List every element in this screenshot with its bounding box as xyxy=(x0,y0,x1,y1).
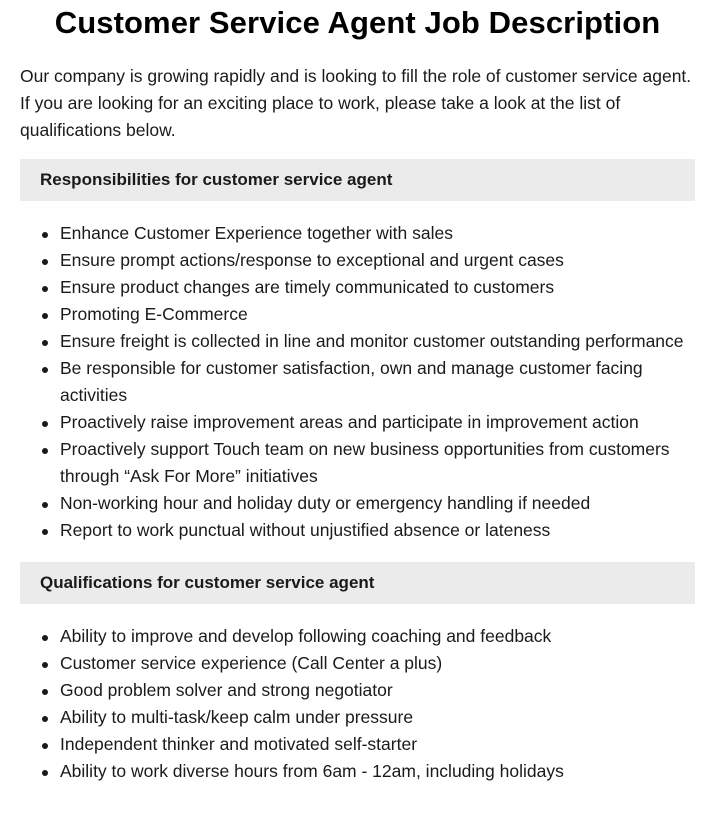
bullet-icon xyxy=(42,367,48,373)
bullet-icon xyxy=(42,635,48,641)
list-item-text: Proactively raise improvement areas and participate in improvement action xyxy=(60,412,639,432)
intro-paragraph: Our company is growing rapidly and is looking to fill the role of customer service agent. If you are looking for an exciting place to work, please take a look at the list of qualifications below. xyxy=(20,66,692,140)
bullet-icon xyxy=(42,313,48,319)
qualifications-list xyxy=(20,623,695,785)
section-heading: Qualifications for customer service agent xyxy=(40,573,375,592)
bullet-icon xyxy=(42,340,48,346)
section-header-responsibilities xyxy=(20,159,695,201)
list-item xyxy=(20,436,695,490)
list-item xyxy=(20,409,695,436)
list-item xyxy=(20,247,695,274)
list-item-text: Ability to multi-task/keep calm under pressure xyxy=(60,707,414,727)
bullet-icon xyxy=(42,421,48,427)
bullet-icon xyxy=(42,232,48,238)
bullet-icon xyxy=(42,743,48,749)
section-header-qualifications xyxy=(20,562,695,604)
list-item-text: Be responsible for customer satisfaction, own and manage customer facing activities xyxy=(60,358,643,405)
list-item-text: Ensure prompt actions/response to exceptional and urgent cases xyxy=(60,250,564,270)
list-item-text: Independent thinker and motivated self-starter xyxy=(60,734,418,754)
list-item-text: Ensure freight is collected in line and monitor customer outstanding performance xyxy=(60,331,684,351)
list-item xyxy=(20,328,695,355)
list-item xyxy=(20,731,695,758)
list-item xyxy=(20,301,695,328)
list-item-text: Ability to improve and develop following coaching and feedback xyxy=(60,626,552,646)
list-item-text: Proactively support Touch team on new business opportunities from customers through “Ask For More” initiatives xyxy=(60,439,670,486)
list-item xyxy=(20,490,695,517)
list-item-text: Enhance Customer Experience together with sales xyxy=(60,223,453,243)
bullet-icon xyxy=(42,662,48,668)
qualifications-section xyxy=(20,562,695,785)
bullet-icon xyxy=(42,286,48,292)
list-item xyxy=(20,220,695,247)
list-item xyxy=(20,677,695,704)
responsibilities-list xyxy=(20,220,695,544)
list-item-text: Non-working hour and holiday duty or emergency handling if needed xyxy=(60,493,591,513)
bullet-icon xyxy=(42,529,48,535)
list-item-text: Good problem solver and strong negotiator xyxy=(60,680,393,700)
list-item-text: Ability to work diverse hours from 6am - 12am, including holidays xyxy=(60,761,564,781)
list-item-text: Customer service experience (Call Center a plus) xyxy=(60,653,443,673)
bullet-icon xyxy=(42,770,48,776)
list-item xyxy=(20,623,695,650)
list-item-text: Report to work punctual without unjustified absence or lateness xyxy=(60,520,551,540)
list-item-text: Promoting E-Commerce xyxy=(60,304,248,324)
bullet-icon xyxy=(42,502,48,508)
list-item xyxy=(20,355,695,409)
list-item xyxy=(20,758,695,785)
page-title: Customer Service Agent Job Description xyxy=(54,5,661,40)
responsibilities-section xyxy=(20,159,695,544)
bullet-icon xyxy=(42,716,48,722)
list-item xyxy=(20,650,695,677)
bullet-icon xyxy=(42,448,48,454)
list-item xyxy=(20,517,695,544)
list-item xyxy=(20,274,695,301)
list-item-text: Ensure product changes are timely communicated to customers xyxy=(60,277,555,297)
bullet-icon xyxy=(42,689,48,695)
bullet-icon xyxy=(42,259,48,265)
section-heading: Responsibilities for customer service agent xyxy=(40,170,393,189)
list-item xyxy=(20,704,695,731)
